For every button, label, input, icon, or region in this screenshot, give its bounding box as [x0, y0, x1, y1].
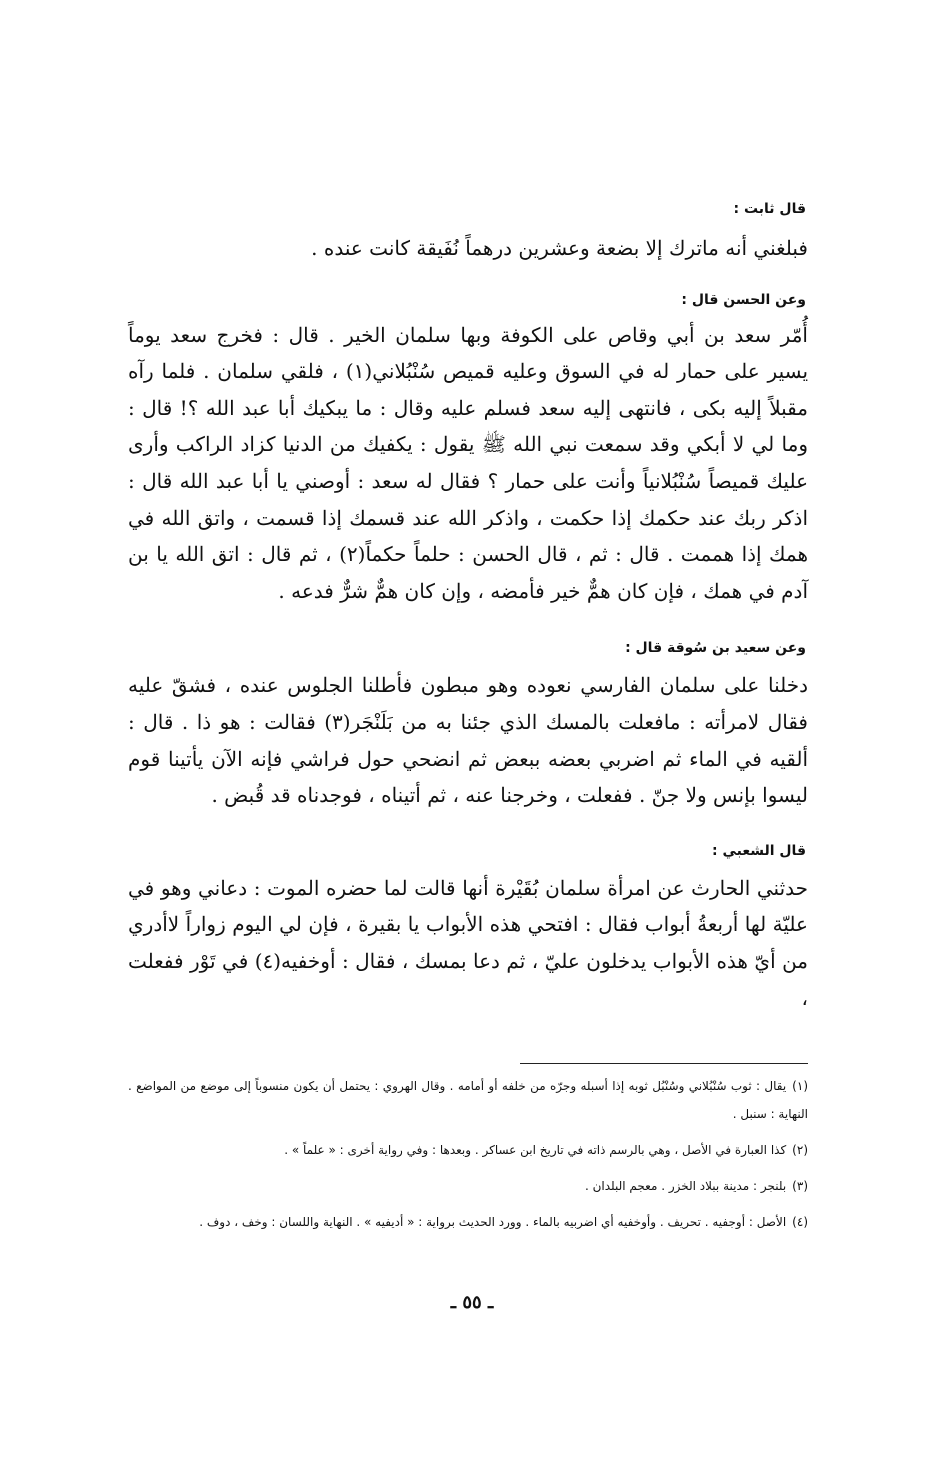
section-heading: وعن سعيد بن سُوقة قال :	[625, 640, 806, 657]
page-body	[128, 198, 808, 1016]
footnote-text: يقال : ثوب سُنْبُلاني وسُنْبُل ثوبه إذا أسبله وجرّه من خلفه أو أمامه . وقال الهروي : يحتمل أن يكون منسوباً إلى موضع من المواضع . النهاية : سنبل .	[128, 1079, 808, 1121]
footnote-number: (٢)	[792, 1143, 808, 1157]
section-shabi	[128, 840, 808, 1016]
section-heading: قال ثابت :	[733, 201, 806, 217]
section-hasan	[128, 289, 808, 610]
section-thabit	[128, 198, 808, 267]
section-paragraph: حدثني الحارث عن امرأة سلمان بُقَيْرة أنها قالت لما حضره الموت : دعاني وهو في عليّة لها أربعةُ أبواب فقال : افتحي هذه الأبواب يا بقيرة ، فإن لي اليوم زواراً لاأدري من أيّ هذه الأبواب يدخلون عليّ ، ثم دعا بمسك ، فقال : أوخفيه(٤) في تَوْر ففعلت ،	[128, 875, 809, 1010]
footnote-text: الأصل : أوجفيه . تحريف . وأوخفيه أي اضربيه بالماء . وورد الحديث برواية : « أديفيه » . النهاية واللسان : وخف ، دوف .	[199, 1215, 787, 1229]
footnote-2	[128, 1136, 808, 1164]
footnote-1	[128, 1072, 808, 1128]
section-heading: وعن الحسن قال :	[681, 291, 806, 308]
section-paragraph: فبلغني أنه ماترك إلا بضعة وعشرين درهماً نُفَيقة كانت عنده .	[311, 236, 808, 260]
footnote-4	[128, 1208, 808, 1236]
section-heading: قال الشعبي :	[711, 842, 806, 859]
footnote-text: بلنجر : مدينة ببلاد الخزر . معجم البلدان .	[584, 1179, 787, 1193]
footnote-text: كذا العبارة في الأصل ، وهي بالرسم ذاته في تاريخ ابن عساكر . وبعدها : وفي رواية أخرى : « علماً » .	[284, 1143, 787, 1157]
section-said	[128, 637, 808, 813]
section-paragraph: دخلنا على سلمان الفارسي نعوده وهو مبطون فأطلنا الجلوس عنده ، فشقّ عليه فقال لامرأته : مافعلت بالمسك الذي جئنا به من بَلَنْجَر(٣) فقالت : هو ذا . قال : ألقيه في الماء ثم اضربي بعضه ببعض ثم انضحي حول فراشي فإنه الآن يأتينا قوم ليسوا بإنس ولا جنّ . ففعلت ، وخرجنا عنه ، ثم أتيناه ، فوجدناه قد قُبض .	[128, 673, 808, 808]
footnote-separator	[520, 1063, 808, 1064]
page-number: ـ ٥٥ ـ	[450, 1292, 494, 1313]
footnote-number: (١)	[792, 1079, 808, 1093]
footnote-3	[128, 1172, 808, 1200]
footnote-number: (٣)	[792, 1179, 808, 1193]
section-paragraph: أُمّر سعد بن أبي وقاص على الكوفة وبها سلمان الخير . قال : فخرج سعد يوماً يسير على حمار له في السوق وعليه قميص سُنْبُلاني(١) ، فلقي سلمان . فلما رآه مقبلاً إليه بكى ، فانتهى إليه سعد فسلم عليه وقال : ما يبكيك أبا عبد الله ؟! قال : وما لي لا أبكي وقد سمعت نبي الله ﷺ يقول : يكفيك من الدنيا كزاد الراكب وأرى عليك قميصاً سُنْبُلانياً وأنت على حمار ؟ فقال له سعد : أوصني يا أبا عبد الله قال : اذكر ربك عند حكمك إذا حكمت ، واذكر الله عند قسمك إذا قسمت ، واتق الله في همك إذا هممت . قال : ثم ، قال الحسن : حلماً حكماً(٢) ، ثم قال : اتق الله يا بن آدم في همك ، فإن كان همٌّ خير فأمضه ، وإن كان همٌّ شرٌّ فدعه .	[128, 322, 809, 603]
footnotes	[128, 1072, 808, 1244]
footnote-number: (٤)	[792, 1215, 808, 1229]
